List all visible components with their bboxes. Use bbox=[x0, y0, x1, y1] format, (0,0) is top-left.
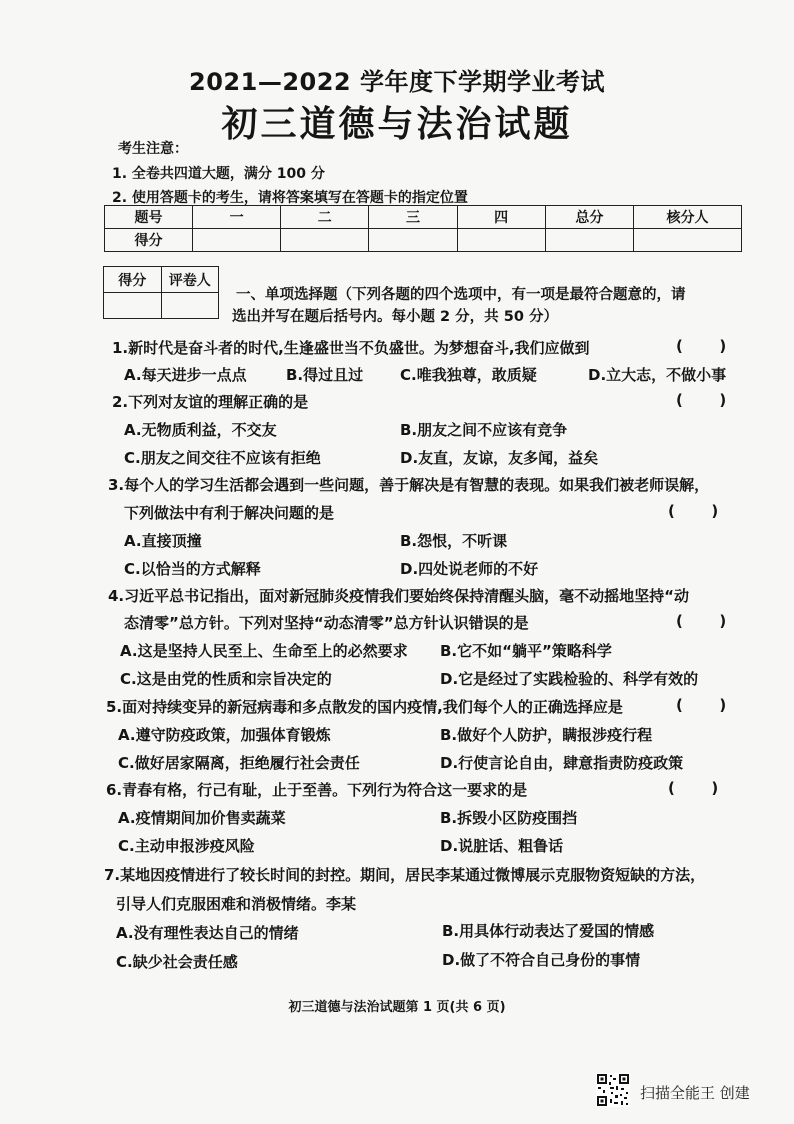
exam-title-line1: 2021—2022 学年度下学期学业考试 bbox=[189, 68, 605, 96]
question-2-option-a: A.无物质利益，不交友 bbox=[124, 421, 277, 439]
grader-box bbox=[103, 266, 219, 319]
question-3-option-d: D.四处说老师的不好 bbox=[400, 560, 539, 578]
score-table-col-4: 四 bbox=[457, 206, 545, 229]
question-6-stem: 6.青春有格，行己有耻，止于至善。下列行为符合这一要求的是 bbox=[106, 781, 528, 799]
qr-code-icon bbox=[596, 1073, 630, 1107]
score-cell bbox=[193, 229, 281, 252]
question-7-stem-line1: 7.某地因疫情进行了较长时间的封控。期间，居民李某通过微博展示克服物资短缺的方法， bbox=[104, 866, 706, 884]
score-cell bbox=[457, 229, 545, 252]
question-2-option-d: D.友直，友谅，友多闻，益矣 bbox=[400, 449, 599, 467]
grader-score-label: 得分 bbox=[104, 267, 162, 293]
score-table-header-row bbox=[105, 206, 742, 229]
score-table-col-1: 一 bbox=[193, 206, 281, 229]
answer-paren: ( ) bbox=[676, 391, 727, 409]
score-cell bbox=[281, 229, 369, 252]
score-table-row-header: 题号 bbox=[105, 206, 193, 229]
answer-paren: ( ) bbox=[668, 502, 719, 520]
score-table-score-label: 得分 bbox=[105, 229, 193, 252]
question-2-stem: 2.下列对友谊的理解正确的是 bbox=[112, 393, 309, 411]
question-1-option-d: D.立大志，不做小事 bbox=[588, 366, 727, 384]
score-cell bbox=[634, 229, 742, 252]
score-table-col-total: 总分 bbox=[545, 206, 633, 229]
grader-score-cell bbox=[104, 293, 162, 319]
notice-line-2: 2. 使用答题卡的考生，请将答案填写在答题卡的指定位置 bbox=[112, 190, 468, 206]
question-7-option-a: A.没有理性表达自己的情绪 bbox=[116, 924, 299, 942]
notice-line-1: 1. 全卷共四道大题，满分 100 分 bbox=[112, 166, 325, 182]
grader-name-label: 评卷人 bbox=[161, 267, 219, 293]
scanner-watermark-text: 扫描全能王 创建 bbox=[640, 1084, 750, 1102]
notice-title: 考生注意： bbox=[118, 141, 188, 157]
question-6-option-b: B.拆毁小区防疫围挡 bbox=[440, 809, 578, 827]
question-7-option-b: B.用具体行动表达了爱国的情感 bbox=[442, 922, 655, 940]
score-table-col-2: 二 bbox=[281, 206, 369, 229]
answer-paren: ( ) bbox=[676, 337, 727, 355]
question-5-stem: 5.面对持续变异的新冠病毒和多点散发的国内疫情,我们每个人的正确选择应是 bbox=[106, 698, 623, 716]
question-4-stem-line1: 4.习近平总书记指出，面对新冠肺炎疫情我们要始终保持清醒头脑，毫不动摇地坚持“动 bbox=[108, 587, 689, 605]
question-4-option-c: C.这是由党的性质和宗旨决定的 bbox=[120, 670, 332, 688]
question-1-option-c: C.唯我独尊，敢质疑 bbox=[400, 366, 537, 384]
question-6-option-a: A.疫情期间加价售卖蔬菜 bbox=[118, 809, 286, 827]
question-1-stem: 1.新时代是奋斗者的时代,生逢盛世当不负盛世。为梦想奋斗,我们应做到 bbox=[112, 339, 590, 357]
question-3-option-b: B.怨恨，不听课 bbox=[400, 532, 508, 550]
question-5-option-d: D.行使言论自由，肆意指责防疫政策 bbox=[440, 754, 684, 772]
question-5-option-a: A.遵守防疫政策，加强体育锻炼 bbox=[118, 726, 331, 744]
question-1-option-b: B.得过且过 bbox=[286, 366, 364, 384]
question-2-option-b: B.朋友之间不应该有竞争 bbox=[400, 421, 568, 439]
question-7-option-d: D.做了不符合自己身份的事情 bbox=[442, 951, 641, 969]
question-1-option-a: A.每天进步一点点 bbox=[124, 366, 247, 384]
question-3-option-c: C.以恰当的方式解释 bbox=[124, 560, 261, 578]
question-3-stem-line2: 下列做法中有利于解决问题的是 bbox=[124, 504, 335, 522]
answer-paren: ( ) bbox=[668, 779, 719, 797]
answer-paren: ( ) bbox=[676, 612, 727, 630]
score-table-score-row bbox=[105, 229, 742, 252]
question-4-option-d: D.它是经过了实践检验的、科学有效的 bbox=[440, 670, 699, 688]
question-4-stem-line2: 态清零”总方针。下列对坚持“动态清零”总方针认识错误的是 bbox=[124, 614, 529, 632]
question-7-option-c: C.缺少社会责任感 bbox=[116, 953, 238, 971]
score-cell bbox=[369, 229, 457, 252]
score-table-col-3: 三 bbox=[369, 206, 457, 229]
answer-paren: ( ) bbox=[676, 696, 727, 714]
question-5-option-c: C.做好居家隔离，拒绝履行社会责任 bbox=[118, 754, 360, 772]
question-6-option-c: C.主动申报涉疫风险 bbox=[118, 837, 255, 855]
question-3-stem-line1: 3.每个人的学习生活都会遇到一些问题，善于解决是有智慧的表现。如果我们被老师误解， bbox=[108, 476, 710, 494]
question-2-option-c: C.朋友之间交往不应该有拒绝 bbox=[124, 449, 321, 467]
question-5-option-b: B.做好个人防护，瞒报涉疫行程 bbox=[440, 726, 653, 744]
score-table-col-checker: 核分人 bbox=[634, 206, 742, 229]
score-cell bbox=[545, 229, 633, 252]
exam-title-main: 初三道德与法治试题 bbox=[221, 103, 573, 145]
grader-name-cell bbox=[161, 293, 219, 319]
section-heading-line1: 一、单项选择题（下列各题的四个选项中，有一项是最符合题意的，请 bbox=[236, 287, 686, 303]
question-3-option-a: A.直接顶撞 bbox=[124, 532, 202, 550]
page-footer: 初三道德与法治试题第 1 页(共 6 页) bbox=[288, 1000, 506, 1015]
question-7-stem-line2: 引导人们克服困难和消极情绪。李某 bbox=[116, 895, 357, 913]
question-4-option-a: A.这是坚持人民至上、生命至上的必然要求 bbox=[120, 642, 408, 660]
question-6-option-d: D.说脏话、粗鲁话 bbox=[440, 837, 564, 855]
score-table bbox=[104, 205, 742, 252]
section-heading-line2: 选出并写在题后括号内。每小题 2 分，共 50 分） bbox=[232, 309, 558, 325]
question-4-option-b: B.它不如“躺平”策略科学 bbox=[440, 642, 612, 660]
